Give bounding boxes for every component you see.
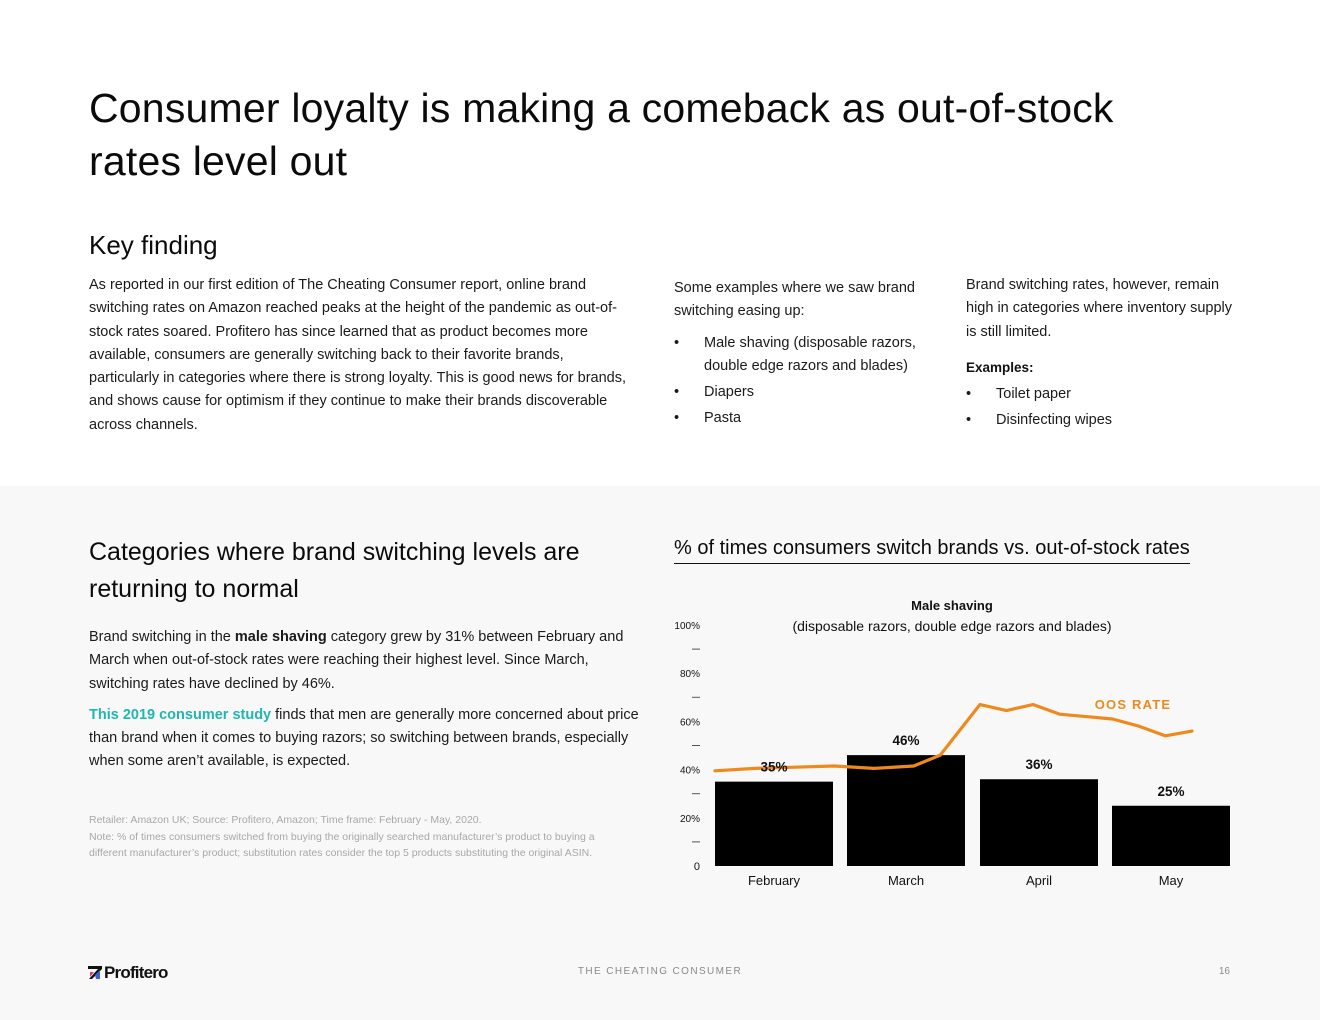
list-item: • Disinfecting wipes: [966, 409, 1236, 432]
bar: [847, 755, 965, 866]
footnote: [89, 812, 629, 862]
bar-value-label: 46%: [892, 733, 920, 749]
list-item: • Pasta: [674, 407, 934, 430]
list-item: • Diapers: [674, 381, 934, 404]
categories-paragraph-1: Brand switching in the male shaving category grew by 31% between February and March when out-of-stock rates were reaching their highest level. Since March, switching rates have declined by 46%.: [89, 629, 624, 692]
bar-value-label: 35%: [760, 759, 788, 775]
categories-body: [89, 626, 644, 774]
examples-label: Examples:: [966, 359, 1034, 375]
high-list: [966, 383, 1236, 432]
x-category-label: April: [1025, 873, 1053, 888]
y-tick-label: 0: [693, 861, 700, 873]
bullet: •: [674, 383, 680, 400]
categories-paragraph-2: This 2019 consumer study finds that men are generally more concerned about price than brand when it comes to buying razors; so switching between brands, especially when some aren’t available, is expected.: [89, 706, 639, 770]
bullet: •: [674, 334, 680, 351]
profitero-logo: [88, 963, 168, 983]
chart: [660, 590, 1250, 900]
y-tick-label: 20%: [679, 813, 700, 825]
footer-report-name: THE CHEATING CONSUMER: [577, 966, 743, 977]
footnote-source: Retailer: Amazon UK; Source: Profitero, Amazon; Time frame: February - May, 2020.: [89, 814, 482, 826]
bold-category: male shaving: [234, 629, 327, 645]
bullet: •: [966, 385, 972, 402]
bullet: •: [674, 409, 680, 426]
x-category-label: May: [1158, 873, 1184, 888]
easing-list: [674, 332, 934, 430]
bar: [1112, 806, 1230, 866]
chart-series-subtitle: (disposable razors, double edge razors and blades): [792, 618, 1112, 634]
y-tick-label: 100%: [674, 621, 700, 632]
bar: [980, 779, 1098, 866]
bar-value-label: 25%: [1157, 783, 1185, 799]
x-category-label: March: [887, 873, 925, 888]
categories-heading: Categories where brand switching levels are returning to normal: [89, 538, 580, 603]
easing-examples: [674, 277, 934, 433]
x-category-label: February: [747, 873, 801, 888]
chart-series-title: Male shaving: [911, 598, 993, 613]
bar: [715, 782, 833, 866]
key-finding-paragraph: As reported in our first edition of The Cheating Consumer report, online brand switching rates on Amazon reached peaks at the height of the pandemic as out-of-stock rates soared. Profitero has since learned that as product becomes more available, consumers are generally switching back to their favorite brands, particularly in categories where there is strong loyalty. This is good news for brands, and shows cause for optimism if they continue to make their brands discoverable across channels.: [89, 277, 627, 433]
y-tick-label: 60%: [679, 717, 700, 729]
high-intro: Brand switching rates, however, remain high in categories where inventory supply is still limited.: [966, 277, 1232, 340]
y-axis: [674, 621, 700, 873]
consumer-study-link[interactable]: This 2019 consumer study: [89, 706, 272, 723]
chart-title: % of times consumers switch brands vs. out-of-stock rates: [674, 534, 1190, 564]
easing-intro: Some examples where we saw brand switching easing up:: [674, 280, 915, 320]
page-number: 16: [1218, 966, 1230, 977]
oos-rate-label: OOS RATE: [1094, 697, 1172, 712]
footnote-note: Note: % of times consumers switched from buying the originally searched manufacturer’s product to buying a different manufacturer’s product; substitution rates consider the top 5 products substituting the original ASIN.: [89, 830, 595, 859]
list-item: • Toilet paper: [966, 383, 1236, 406]
bullet: •: [966, 411, 972, 428]
bars: [715, 755, 1230, 866]
y-tick-label: 80%: [679, 669, 700, 681]
y-tick-label: 40%: [679, 765, 700, 777]
page-title: Consumer loyalty is making a comeback as out-of-stock rates level out: [89, 85, 1114, 184]
key-finding-heading: Key finding: [89, 230, 218, 260]
bar-value-label: 36%: [1025, 757, 1053, 773]
high-switching-examples: [966, 274, 1236, 435]
logo-wordmark: Profitero: [104, 963, 168, 982]
list-item: • Male shaving (disposable razors, double edge razors and blades): [674, 332, 934, 378]
logo-mark-icon: [88, 966, 102, 980]
